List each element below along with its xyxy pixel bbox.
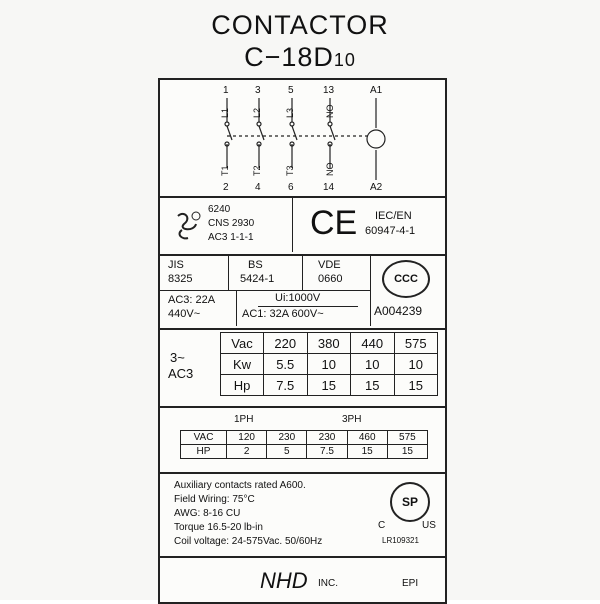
bs-value: 5424-1 <box>240 273 275 285</box>
csa-us-label: US <box>422 520 436 531</box>
ui-rating: Ui:1000V <box>275 292 321 304</box>
table-cell: 2 <box>227 445 267 459</box>
ph3-label: 3PH <box>342 414 362 425</box>
terminal-label-l2: L2 <box>252 107 262 118</box>
terminal-label-t1: T1 <box>220 165 230 176</box>
terminal-label-l3: L3 <box>285 107 295 118</box>
group-label-3ph: 3~ <box>170 350 185 365</box>
table-cell: 380 <box>307 333 351 354</box>
jis-label: JIS <box>168 259 184 271</box>
terminal-label-no-bottom: NO <box>325 162 335 176</box>
terminal-number-1: 1 <box>223 85 229 96</box>
table-cell: 575 <box>387 431 427 445</box>
cns-code: 6240 <box>208 204 231 215</box>
ratings-table <box>220 332 438 396</box>
table-row <box>221 333 438 354</box>
table-row <box>221 354 438 375</box>
model-sub: 10 <box>333 50 356 70</box>
aux-line-3: AWG: 8-16 CU <box>174 508 241 519</box>
model-main: C−18D <box>244 42 334 72</box>
ac3-rating: AC3: 22A <box>168 294 216 306</box>
table-cell: 10 <box>394 354 438 375</box>
table-cell: 5.5 <box>264 354 308 375</box>
terminal-number-2: 2 <box>223 182 229 193</box>
table-cell: Kw <box>221 354 264 375</box>
hp-section <box>158 406 447 476</box>
hp-table <box>180 430 428 459</box>
table-cell: 5 <box>267 445 307 459</box>
ac3-voltage: 440V~ <box>168 308 201 320</box>
cns-mark-icon <box>174 210 202 242</box>
standards-section <box>158 254 447 332</box>
table-cell: 575 <box>394 333 438 354</box>
terminal-number-6: 6 <box>288 182 294 193</box>
terminal-number-a2: A2 <box>370 182 383 193</box>
wiring-diagram <box>158 78 447 200</box>
table-cell: 7.5 <box>307 445 347 459</box>
table-cell: 15 <box>351 375 395 396</box>
contact-schematic <box>160 80 445 198</box>
brand-section <box>158 556 447 604</box>
table-cell: 230 <box>267 431 307 445</box>
table-cell: 230 <box>307 431 347 445</box>
aux-line-4: Torque 16.5-20 lb-in <box>174 522 263 533</box>
cns-class: AC3 1-1-1 <box>208 232 254 243</box>
csa-mark-icon: SP <box>390 482 430 522</box>
terminal-label-t3: T3 <box>285 165 295 176</box>
ce-mark-icon: CE <box>310 204 358 242</box>
table-cell: 7.5 <box>264 375 308 396</box>
cns-standard: CNS 2930 <box>208 218 255 229</box>
group-label-ac3: AC3 <box>168 366 194 381</box>
ccc-code: A004239 <box>374 304 423 318</box>
ac1-rating: AC1: 32A 600V~ <box>242 308 324 320</box>
terminal-label-l1: L1 <box>220 107 230 118</box>
auxiliary-info-section <box>158 472 447 560</box>
iec-standard: 60947-4-1 <box>365 225 416 237</box>
ccc-mark-icon: CCC <box>382 260 430 298</box>
table-cell: 10 <box>307 354 351 375</box>
terminal-label-t2: T2 <box>252 165 262 176</box>
brand-code: EPI <box>402 578 419 589</box>
csa-code: LR109321 <box>382 536 419 545</box>
aux-line-5: Coil voltage: 24-575Vac. 50/60Hz <box>174 536 323 547</box>
table-row <box>181 445 428 459</box>
iec-title: IEC/EN <box>375 210 412 222</box>
terminal-number-5: 5 <box>288 85 294 96</box>
vde-value: 0660 <box>318 273 343 285</box>
jis-value: 8325 <box>168 273 193 285</box>
table-cell: 15 <box>347 445 387 459</box>
table-cell: 440 <box>351 333 395 354</box>
ratings-section <box>158 328 447 410</box>
table-cell: Hp <box>221 375 264 396</box>
product-model <box>0 42 600 73</box>
table-cell: 220 <box>264 333 308 354</box>
table-cell: HP <box>181 445 227 459</box>
product-title: CONTACTOR <box>211 10 389 40</box>
terminal-number-a1: A1 <box>370 85 383 96</box>
table-cell: 460 <box>347 431 387 445</box>
terminal-label-no-top: NO <box>325 104 335 118</box>
aux-line-2: Field Wiring: 75°C <box>174 494 255 505</box>
terminal-number-14: 14 <box>323 182 335 193</box>
vde-label: VDE <box>318 259 341 271</box>
brand-inc: INC. <box>318 578 338 589</box>
terminal-number-13: 13 <box>323 85 335 96</box>
table-row <box>181 431 428 445</box>
table-cell: 15 <box>394 375 438 396</box>
table-cell: VAC <box>181 431 227 445</box>
ph1-label: 1PH <box>234 414 254 425</box>
terminal-number-3: 3 <box>255 85 261 96</box>
certification-section <box>158 196 447 258</box>
csa-c-label: C <box>378 520 386 531</box>
brand-name: NHD <box>260 568 308 593</box>
bs-label: BS <box>248 259 263 271</box>
table-cell: 15 <box>387 445 427 459</box>
table-cell: 120 <box>227 431 267 445</box>
table-cell: 10 <box>351 354 395 375</box>
aux-line-1: Auxiliary contacts rated A600. <box>174 480 306 491</box>
table-cell: 15 <box>307 375 351 396</box>
terminal-number-4: 4 <box>255 182 261 193</box>
table-cell: Vac <box>221 333 264 354</box>
table-row <box>221 375 438 396</box>
